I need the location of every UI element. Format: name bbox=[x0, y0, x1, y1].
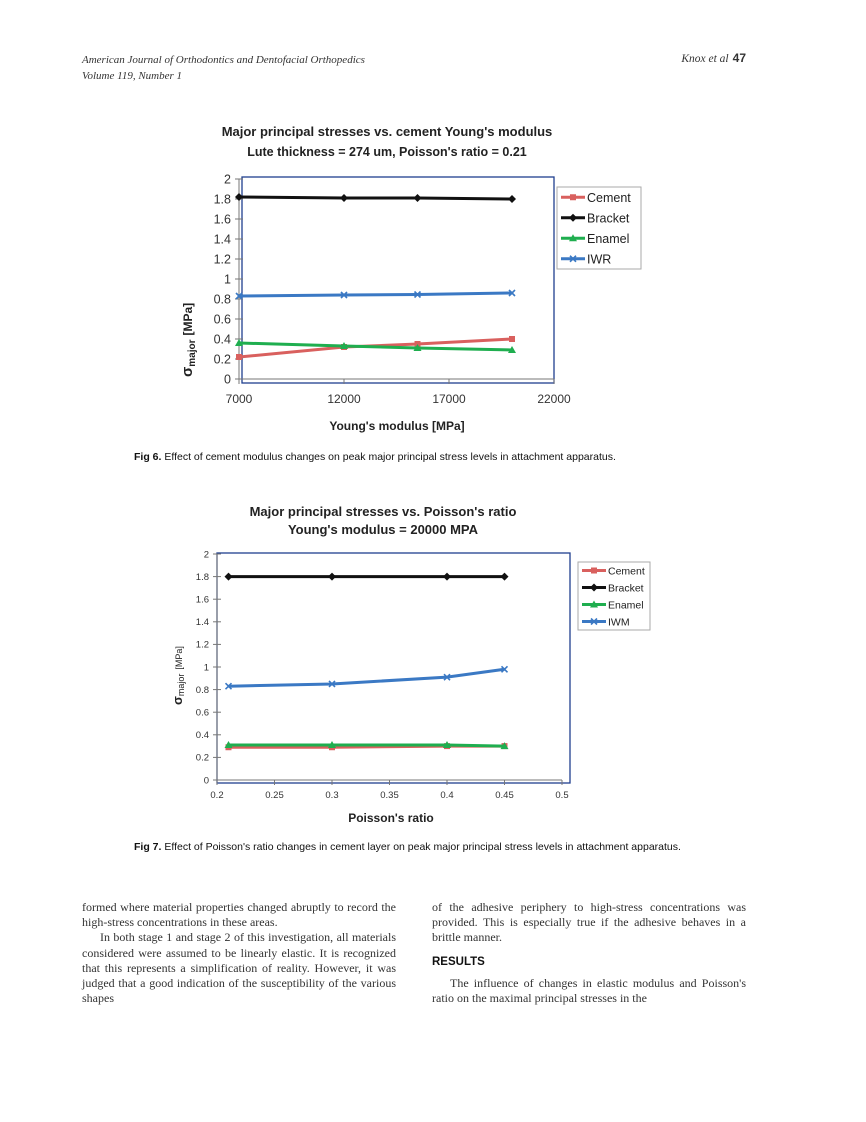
y-tick-label: 1.4 bbox=[195, 617, 209, 629]
x-tick-label: 0.5 bbox=[555, 790, 569, 801]
y-tick-label: 0.6 bbox=[195, 707, 209, 719]
legend-label: Cement bbox=[587, 190, 631, 205]
section-heading-results: RESULTS bbox=[432, 955, 485, 968]
caption-label: Fig 7. bbox=[134, 841, 162, 853]
y-tick-label: 0 bbox=[203, 775, 209, 787]
author-label: Knox et al bbox=[681, 53, 729, 65]
data-point bbox=[340, 194, 348, 202]
figure-6-chart bbox=[160, 115, 660, 445]
data-point bbox=[236, 354, 242, 360]
chart-title: Major principal stresses vs. cement Young's modulus bbox=[221, 124, 553, 139]
y-axis-unit: [MPa] bbox=[174, 646, 184, 670]
data-point bbox=[328, 573, 336, 581]
legend bbox=[557, 187, 641, 269]
chart-subtitle: Lute thickness = 274 um, Poisson's ratio = 0.21 bbox=[247, 145, 527, 159]
figure-7-caption bbox=[134, 841, 724, 853]
data-point bbox=[443, 573, 451, 581]
paragraph: of the adhesive periphery to high-stress concentrations was provided. This is especially true if the adhesive behaves in a brittle manner. bbox=[432, 900, 746, 945]
y-axis-label bbox=[170, 646, 186, 705]
series-line bbox=[229, 669, 505, 686]
y-axis-label bbox=[179, 303, 198, 377]
running-header-right bbox=[681, 51, 746, 65]
x-tick-label: 0.45 bbox=[495, 790, 514, 801]
x-tick-label: 7000 bbox=[225, 392, 253, 406]
data-point bbox=[501, 573, 509, 581]
y-tick-label: 1.8 bbox=[195, 571, 209, 583]
series-line bbox=[239, 343, 512, 350]
paragraph: formed where material properties changed abruptly to record the high-stress concentrations in these areas. bbox=[82, 900, 396, 930]
data-point bbox=[225, 573, 233, 581]
y-tick-label: 0.6 bbox=[213, 312, 231, 327]
journal-title: American Journal of Orthodontics and Dentofacial Orthopedics bbox=[82, 54, 365, 66]
y-tick-label: 1.4 bbox=[213, 232, 231, 247]
x-tick-label: 0.2 bbox=[210, 790, 224, 801]
data-point bbox=[508, 195, 516, 203]
body-column-right bbox=[432, 900, 746, 1006]
x-tick-label: 0.35 bbox=[380, 790, 399, 801]
y-tick-label: 1.8 bbox=[213, 192, 231, 207]
y-axis-unit: [MPa] bbox=[181, 302, 195, 336]
y-axis-subscript: major bbox=[187, 339, 198, 367]
y-tick-label: 1 bbox=[224, 272, 231, 287]
paragraph: The influence of changes in elastic modulus and Poisson's ratio on the maximal principal stresses in the bbox=[432, 975, 746, 1006]
x-tick-label: 22000 bbox=[537, 392, 571, 406]
figure-6-caption bbox=[134, 451, 754, 463]
caption-text: Effect of cement modulus changes on peak major principal stress levels in attachment apparatus. bbox=[164, 451, 616, 463]
x-axis-label: Poisson's ratio bbox=[348, 811, 434, 825]
series-bracket bbox=[235, 193, 516, 203]
chart-subtitle: Young's modulus = 20000 MPA bbox=[287, 522, 479, 537]
svg-text:σmajor[MPa] bbox=[170, 646, 186, 705]
figure-7-chart bbox=[160, 495, 660, 835]
y-axis-symbol: σ bbox=[179, 366, 196, 377]
legend-marker bbox=[570, 194, 576, 200]
series-bracket bbox=[225, 573, 509, 581]
page-number: 47 bbox=[732, 51, 746, 65]
chart-title: Major principal stresses vs. Poisson's ratio bbox=[249, 504, 517, 519]
y-tick-label: 1.6 bbox=[195, 594, 209, 606]
y-tick-label: 1.6 bbox=[213, 212, 231, 227]
legend-label: Cement bbox=[608, 565, 645, 578]
svg-text:σmajor[MPa] bbox=[179, 303, 198, 377]
paragraph: In both stage 1 and stage 2 of this investigation, all materials considered were assumed to be linearly elastic. It is recognized that this represents a simplification of reality. However, it was judged that a good indication of the susceptibility of the various shapes bbox=[82, 930, 396, 1006]
y-tick-label: 0.2 bbox=[213, 352, 231, 367]
x-tick-label: 0.4 bbox=[440, 790, 454, 801]
y-tick-label: 2 bbox=[224, 172, 231, 187]
y-tick-label: 2 bbox=[203, 549, 209, 561]
y-tick-label: 0 bbox=[224, 372, 231, 387]
legend-label: Bracket bbox=[608, 582, 644, 595]
y-tick-label: 0.4 bbox=[195, 730, 209, 742]
x-tick-label: 0.3 bbox=[325, 790, 339, 801]
legend-marker bbox=[591, 568, 597, 574]
x-tick-label: 0.25 bbox=[265, 790, 284, 801]
x-axis-label: Young's modulus [MPa] bbox=[329, 419, 465, 433]
series-line bbox=[229, 745, 505, 746]
body-column-left bbox=[82, 900, 396, 1006]
journal-volume: Volume 119, Number 1 bbox=[82, 70, 183, 82]
y-tick-label: 1 bbox=[203, 662, 209, 674]
caption-label: Fig 6. bbox=[134, 451, 162, 463]
running-header-left bbox=[82, 52, 365, 84]
caption-text: Effect of Poisson's ratio changes in cement layer on peak major principal stress levels in attachment apparatus. bbox=[164, 841, 681, 853]
x-tick-label: 12000 bbox=[327, 392, 361, 406]
y-tick-label: 0.8 bbox=[195, 684, 209, 696]
series-line bbox=[239, 293, 512, 296]
legend-label: Enamel bbox=[608, 599, 644, 612]
legend-label: IWM bbox=[608, 616, 630, 629]
legend bbox=[578, 562, 650, 630]
y-axis-subscript: major bbox=[176, 673, 186, 697]
legend-label: Enamel bbox=[587, 231, 630, 246]
data-point bbox=[509, 336, 515, 342]
series-iwr bbox=[236, 290, 515, 299]
y-tick-label: 0.8 bbox=[213, 292, 231, 307]
y-tick-label: 0.2 bbox=[195, 752, 209, 764]
y-tick-label: 1.2 bbox=[195, 639, 209, 651]
y-tick-label: 1.2 bbox=[213, 252, 231, 267]
series-line bbox=[239, 197, 512, 199]
data-point bbox=[414, 194, 422, 202]
legend-label: IWR bbox=[587, 252, 612, 267]
legend-label: Bracket bbox=[587, 211, 630, 226]
x-tick-label: 17000 bbox=[432, 392, 466, 406]
y-tick-label: 0.4 bbox=[213, 332, 231, 347]
series-iwm bbox=[226, 666, 508, 689]
y-axis-symbol: σ bbox=[170, 696, 185, 705]
